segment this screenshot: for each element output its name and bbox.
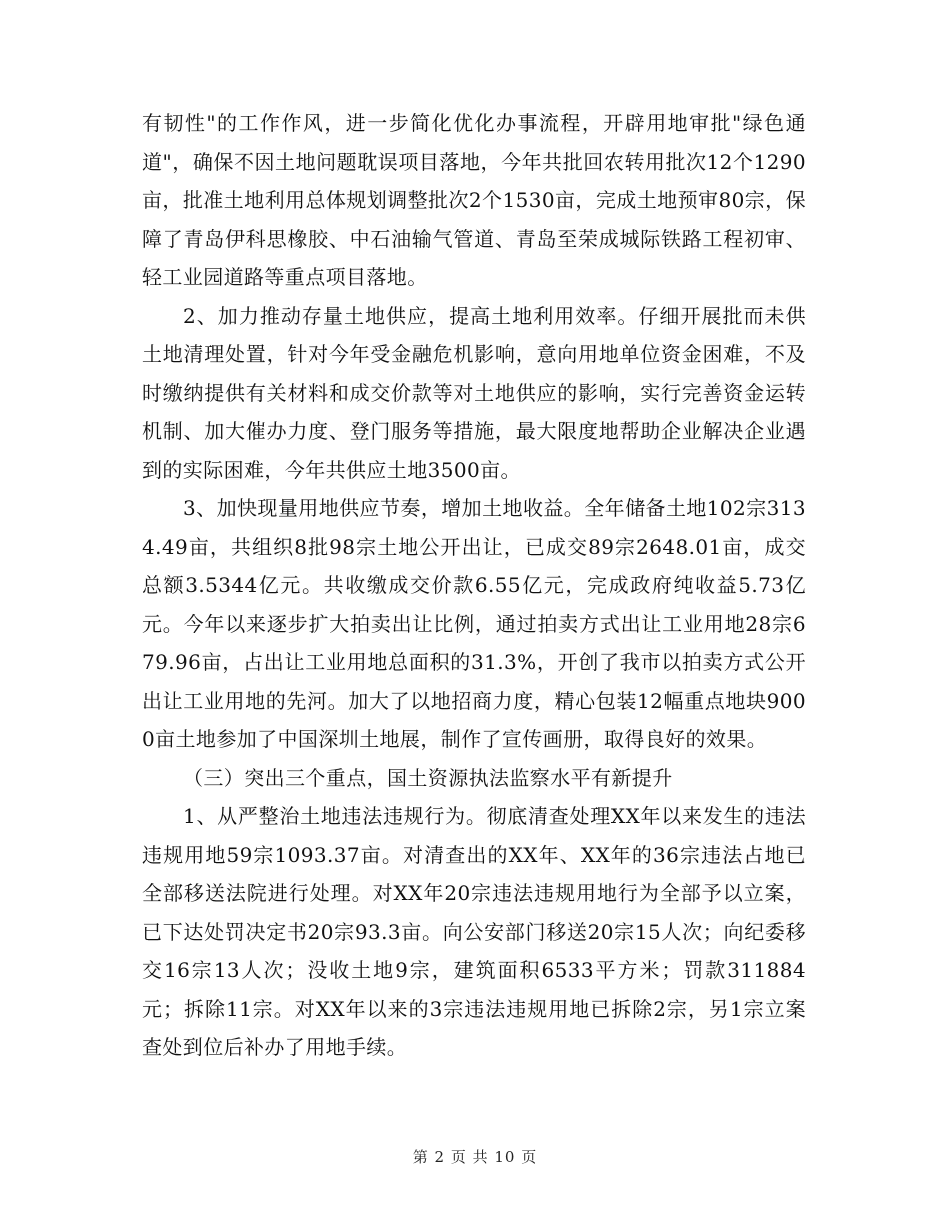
paragraph-continuation: 有韧性"的工作作风，进一步简化优化办事流程，开辟用地审批"绿色通道"，确保不因土地问题耽误项目落地，今年共批回农转用批次12个1290亩，批准土地利用总体规划调整批次2个1530亩，完成土地预审80宗，保障了青岛伊科思橡胶、中石油输气管道、青岛至荣成城际铁路工程初审、轻工业园道路等重点项目落地。 <box>142 111 806 289</box>
section-heading: （三）突出三个重点，国土资源执法监察水平有新提升 <box>183 765 673 790</box>
paragraph-item-1: 1、从严整治土地违法违规行为。彻底清查处理XX年以来发生的违法违规用地59宗1093.37亩。对清查出的XX年、XX年的36宗违法占地已全部移送法院进行处理。对XX年20宗违法违规用地行为全部予以立案，已下达处罚决定书20宗93.3亩。向公安部门移送20宗15人次；向纪委移交16宗13人次；没收土地9宗，建筑面积6533平方米；罚款311884元；拆除11宗。对XX年以来的3宗违法违规用地已拆除2宗，另1宗立案查处到位后补办了用地手续。 <box>142 804 806 1059</box>
page-footer: 第 2 页 共 10 页 <box>412 1148 538 1166</box>
paragraph-item-3: 3、加快现量用地供应节奏，增加土地收益。全年储备土地102宗3134.49亩，共组织8批98宗土地公开出让，已成交89宗2648.01亩，成交总额3.5344亿元。共收缴成交价款6.55亿元，完成政府纯收益5.73亿元。今年以来逐步扩大拍卖出让比例，通过拍卖方式出让工业用地28宗679.96亩，占出让工业用地总面积的31.3%，开创了我市以拍卖方式公开出让工业用地的先河。加大了以地招商力度，精心包装12幅重点地块9000亩土地参加了中国深圳土地展，制作了宣传画册，取得良好的效果。 <box>142 496 806 751</box>
document-body <box>142 104 806 1067</box>
paragraph-item-2: 2、加力推动存量土地供应，提高土地利用效率。仔细开展批而未供土地清理处置，针对今年受金融危机影响，意向用地单位资金困难，不及时缴纳提供有关材料和成交价款等对土地供应的影响，实行完善资金运转机制、加大催办力度、登门服务等措施，最大限度地帮助企业解决企业遇到的实际困难，今年共供应土地3500亩。 <box>142 303 806 482</box>
